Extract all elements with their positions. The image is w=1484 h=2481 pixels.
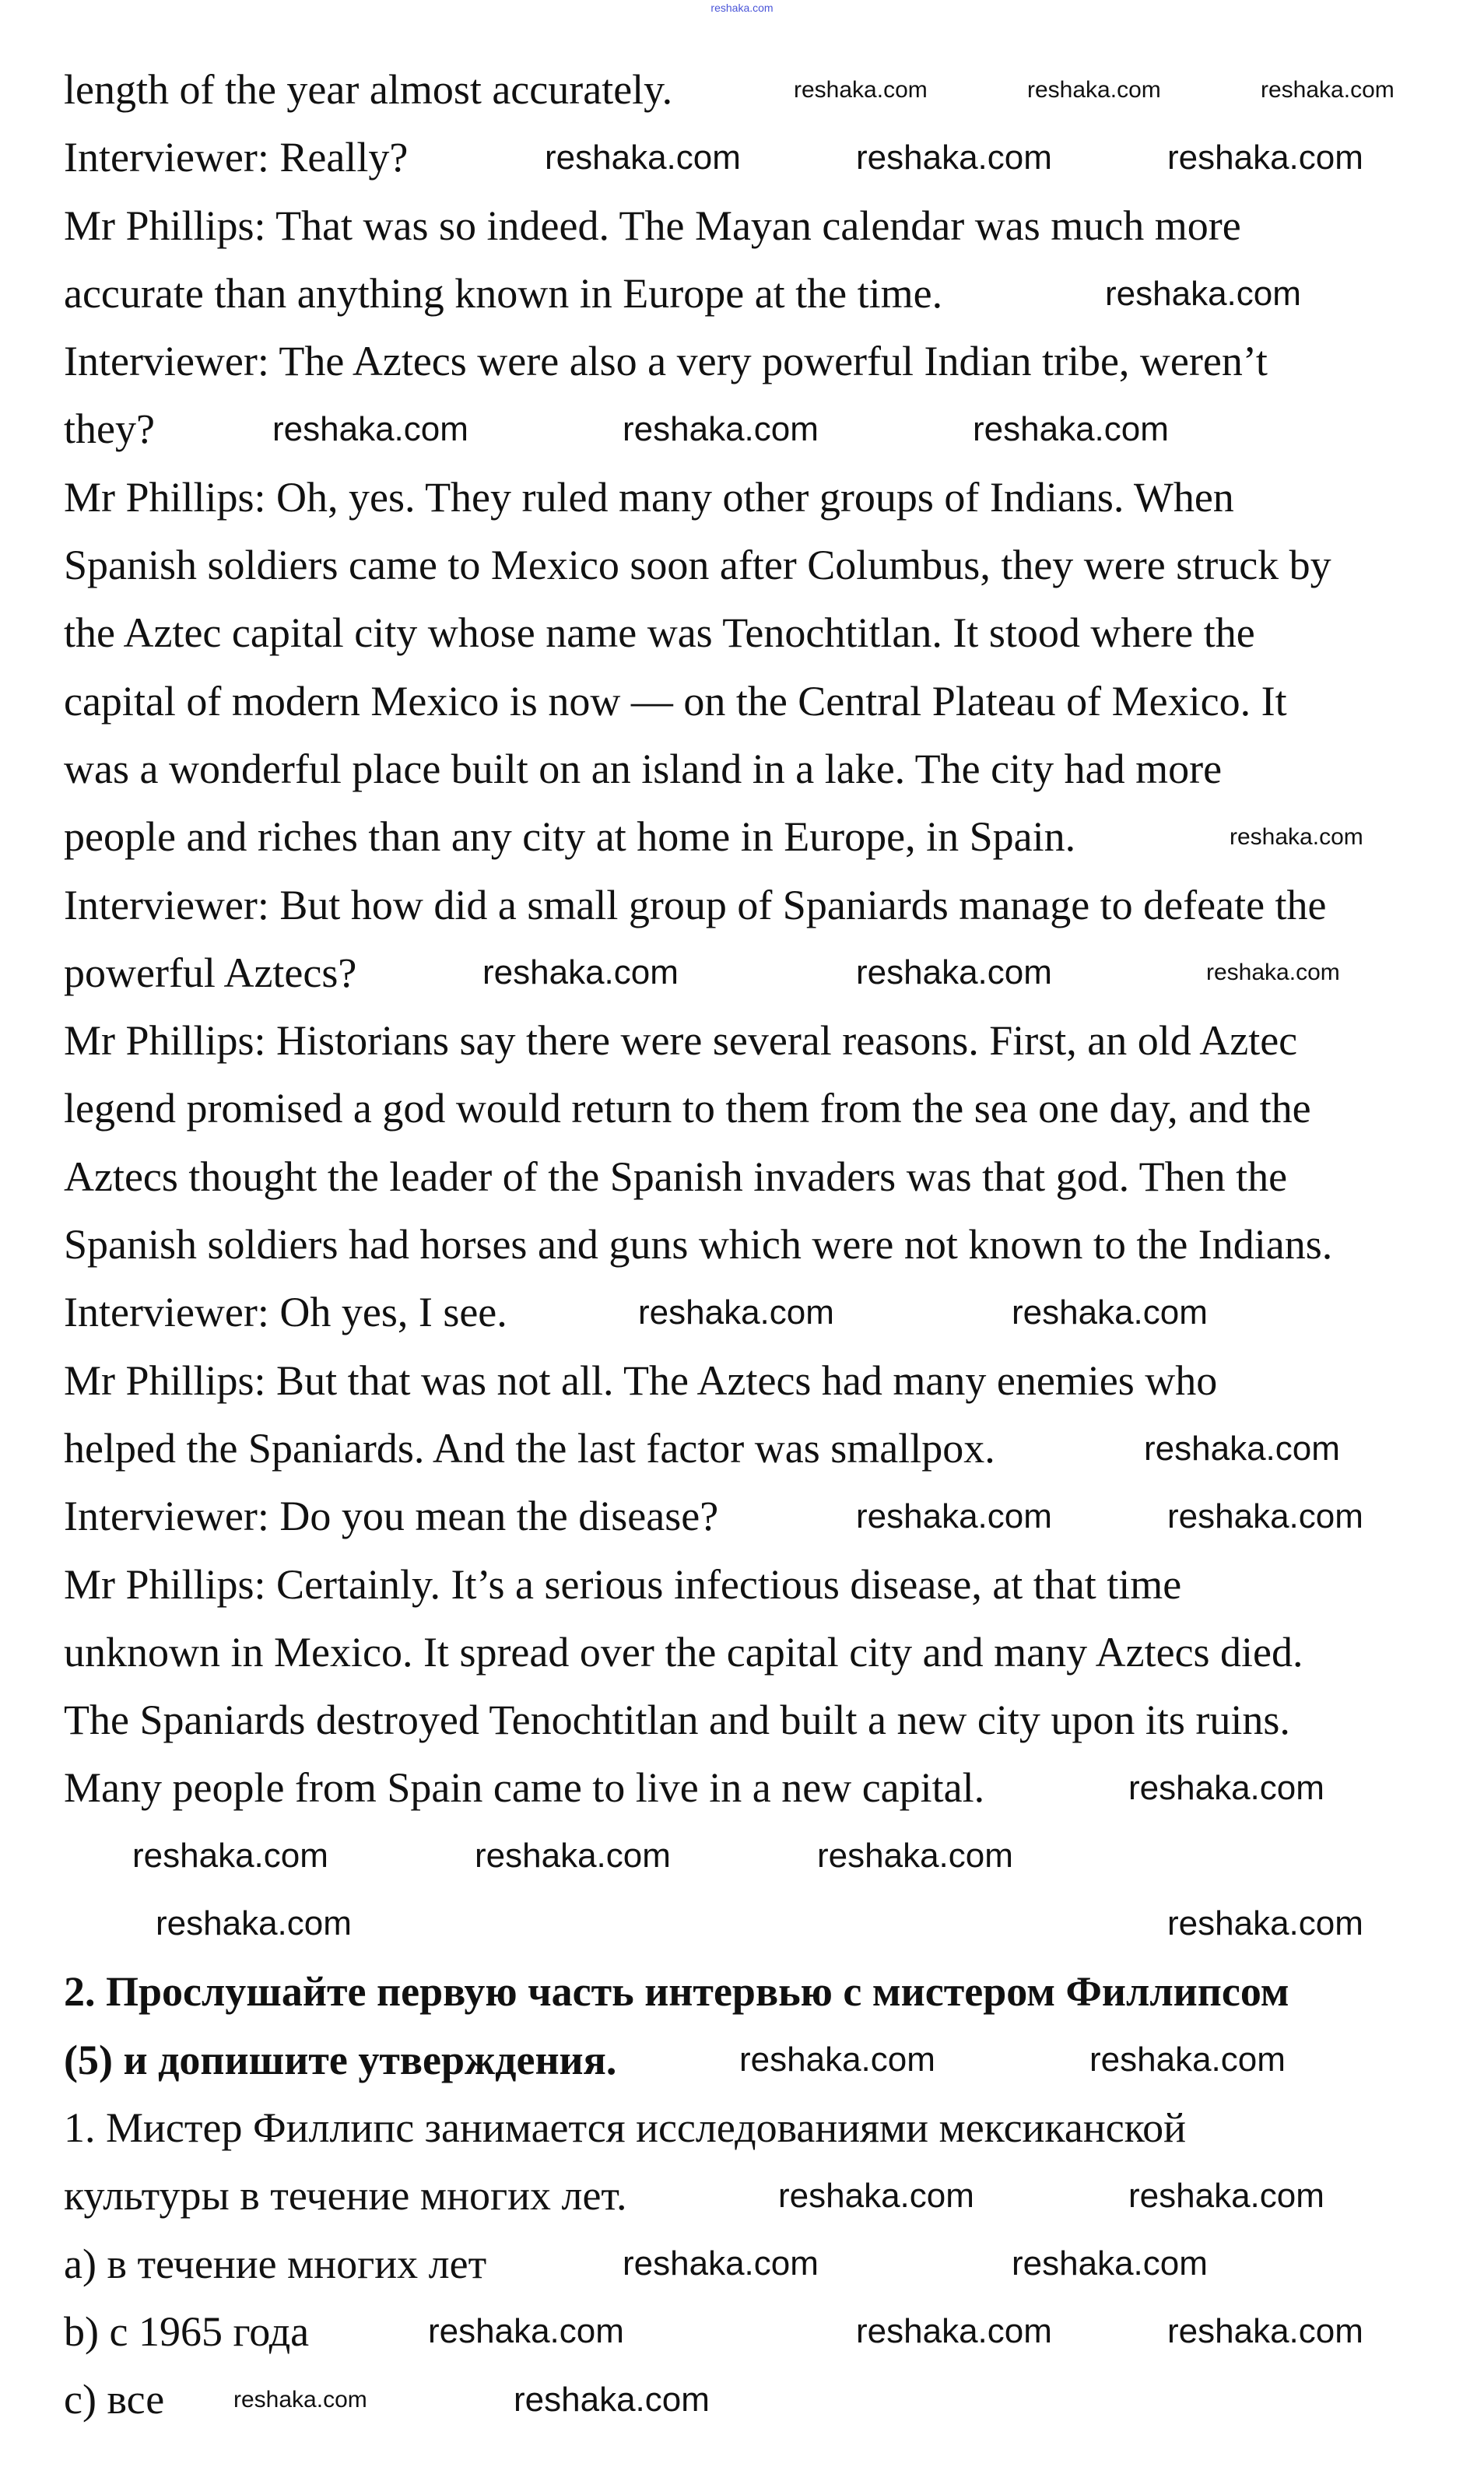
text-line: Mr Phillips: Historians say there were several reasons. First, an old Aztec [64, 1017, 1298, 1065]
watermark: reshaka.com [272, 410, 468, 448]
text-line: powerful Aztecs? [64, 949, 357, 996]
watermark: reshaka.com [1261, 77, 1395, 103]
option-b: b) с 1965 года [64, 2307, 310, 2355]
task-heading-cont: (5) и допишите утверждения. [64, 2036, 617, 2083]
watermark: reshaka.com [1230, 824, 1363, 850]
text-line: capital of modern Mexico is now — on the Central Plateau of Mexico. It [64, 677, 1287, 725]
watermark: reshaka.com [856, 139, 1052, 177]
watermark: reshaka.com [545, 139, 741, 177]
watermark: reshaka.com [475, 1837, 671, 1875]
watermark: reshaka.com [794, 77, 928, 103]
watermark: reshaka.com [1128, 1769, 1324, 1807]
task-heading: 2. Прослушайте первую часть интервью с мистером Филлипсом [64, 1968, 1289, 2016]
watermark: reshaka.com [973, 410, 1169, 448]
watermark: reshaka.com [1167, 139, 1363, 177]
watermark: reshaka.com [233, 2387, 367, 2413]
text-line: Mr Phillips: That was so indeed. The Mayan calendar was much more [64, 202, 1241, 249]
text-line: people and riches than any city at home in Europe, in Spain. [64, 813, 1076, 861]
statement-cont: культуры в течение многих лет. [64, 2172, 627, 2220]
watermark: reshaka.com [1167, 2312, 1363, 2350]
text-line: helped the Spaniards. And the last factor was smallpox. [64, 1424, 995, 1472]
watermark: reshaka.com [1206, 960, 1340, 985]
text-line: Mr Phillips: But that was not all. The Aztecs had many enemies who [64, 1356, 1218, 1404]
text-line: legend promised a god would return to them from the sea one day, and the [64, 1085, 1311, 1132]
statement: 1. Мистер Филлипс занимается исследованиями мексиканской [64, 2104, 1187, 2151]
text-line: Mr Phillips: Certainly. It’s a serious infectious disease, at that time [64, 1560, 1182, 1608]
watermark: reshaka.com [739, 2041, 935, 2079]
text-line: Interviewer: The Aztecs were also a very powerful Indian tribe, weren’t [64, 338, 1268, 385]
watermark: reshaka.com [778, 2177, 974, 2215]
text-line: Aztecs thought the leader of the Spanish invaders was that god. Then the [64, 1153, 1288, 1200]
watermark: reshaka.com [1012, 2244, 1208, 2283]
interview-text [64, 56, 1465, 1823]
watermark: reshaka.com [856, 2312, 1052, 2350]
text-line: Interviewer: But how did a small group of Spaniards manage to defeate the [64, 881, 1327, 928]
watermark: reshaka.com [132, 1837, 328, 1875]
text-line: Spanish soldiers came to Mexico soon after Columbus, they were struck by [64, 542, 1331, 589]
watermark: reshaka.com [1089, 2041, 1286, 2079]
watermark: reshaka.com [1167, 1904, 1363, 1942]
watermark: reshaka.com [638, 1293, 834, 1332]
watermark: reshaka.com [817, 1837, 1013, 1875]
option-c: c) все [64, 2376, 165, 2423]
text-line: Interviewer: Oh yes, I see. [64, 1289, 507, 1336]
watermark: reshaka.com [1012, 1293, 1208, 1332]
option-a: a) в течение многих лет [64, 2240, 487, 2287]
text-line: was a wonderful place built on an island in a lake. The city had more [64, 745, 1223, 792]
watermark: reshaka.com [856, 1497, 1052, 1535]
watermark: reshaka.com [1167, 1497, 1363, 1535]
text-line: accurate than anything known in Europe at the time. [64, 269, 943, 317]
watermark: reshaka.com [428, 2312, 624, 2350]
watermark: reshaka.com [156, 1904, 352, 1942]
watermark: reshaka.com [1105, 275, 1301, 313]
text-line: The Spaniards destroyed Tenochtitlan and built a new city upon its ruins. [64, 1697, 1290, 1744]
watermark: reshaka.com [1144, 1430, 1340, 1468]
watermark: reshaka.com [1027, 77, 1161, 103]
watermark: reshaka.com [514, 2381, 710, 2419]
watermark: reshaka.com [623, 2244, 819, 2283]
watermark: reshaka.com [623, 410, 819, 448]
watermark: reshaka.com [482, 953, 679, 991]
watermark: reshaka.com [1128, 2177, 1324, 2215]
watermark: reshaka.com [856, 953, 1052, 991]
watermark-top: reshaka.com [710, 2, 774, 14]
text-line: Mr Phillips: Oh, yes. They ruled many other groups of Indians. When [64, 473, 1234, 521]
text-line: length of the year almost accurately. [64, 66, 673, 113]
text-line: they? [64, 405, 155, 453]
text-line: Many people from Spain came to live in a new capital. [64, 1764, 985, 1812]
text-line: Interviewer: Really? [64, 134, 409, 181]
text-line: Interviewer: Do you mean the disease? [64, 1493, 719, 1540]
text-line: unknown in Mexico. It spread over the capital city and many Aztecs died. [64, 1628, 1303, 1676]
text-line: the Aztec capital city whose name was Tenochtitlan. It stood where the [64, 609, 1255, 657]
text-line: Spanish soldiers had horses and guns which were not known to the Indians. [64, 1221, 1333, 1269]
